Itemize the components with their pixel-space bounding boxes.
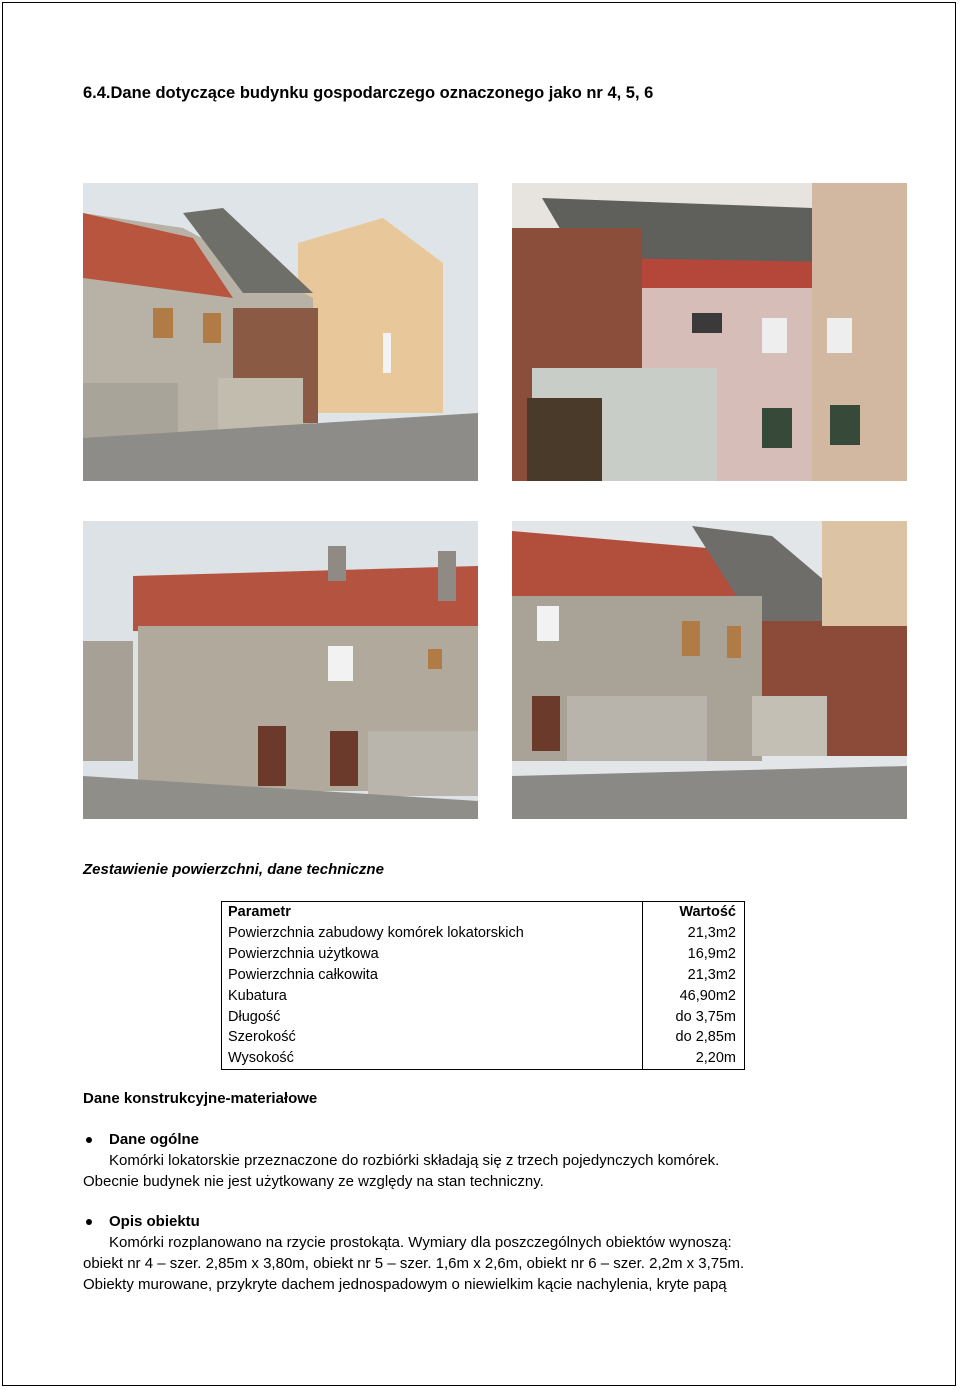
general-section bbox=[83, 1129, 719, 1192]
general-line: Obecnie budynek nie jest użytkowany ze względy na stan techniczny. bbox=[83, 1173, 544, 1190]
header-value: Wartość bbox=[642, 902, 744, 923]
photo-building-2 bbox=[512, 183, 907, 481]
param-name: Szerokość bbox=[228, 1029, 296, 1046]
section-heading-technical: Zestawienie powierzchni, dane techniczne bbox=[83, 861, 384, 878]
param-name: Wysokość bbox=[228, 1050, 294, 1067]
param-name: Powierzchnia zabudowy komórek lokatorskich bbox=[228, 924, 524, 941]
table-row bbox=[222, 1048, 745, 1069]
general-bullet bbox=[83, 1129, 719, 1150]
construction-heading: Dane konstrukcyjne-materiałowe bbox=[83, 1090, 318, 1107]
object-line: Obiekty murowane, przykryte dachem jednospadowym o niewielkim kącie nachylenia, kryte papą bbox=[83, 1276, 727, 1293]
param-name: Kubatura bbox=[228, 987, 287, 1004]
param-name: Powierzchnia całkowita bbox=[228, 966, 378, 983]
param-value: 21,3m2 bbox=[642, 965, 744, 986]
object-line: Komórki rozplanowano na rzycie prostokąta. Wymiary dla poszczególnych obiektów wynoszą: bbox=[109, 1234, 732, 1251]
photo-building-1 bbox=[83, 183, 478, 481]
table-row bbox=[222, 965, 745, 986]
table-row bbox=[222, 1007, 745, 1028]
header-parameter: Parametr bbox=[228, 904, 291, 920]
page-title: 6.4.Dane dotyczące budynku gospodarczego oznaczonego jako nr 4, 5, 6 bbox=[83, 84, 654, 102]
object-bullet bbox=[83, 1211, 744, 1232]
param-value: 46,90m2 bbox=[642, 986, 744, 1007]
object-line: obiekt nr 4 – szer. 2,85m x 3,80m, obiekt nr 5 – szer. 1,6m x 2,6m, obiekt nr 6 – szer. 2,2m x 3,75m. bbox=[83, 1255, 745, 1272]
general-label: Dane ogólne bbox=[109, 1131, 200, 1148]
bullet-icon bbox=[86, 1219, 92, 1225]
object-label: Opis obiektu bbox=[109, 1213, 200, 1230]
table-header-row bbox=[222, 902, 745, 923]
param-name: Długość bbox=[228, 1008, 281, 1025]
table-row bbox=[222, 1027, 745, 1048]
param-value: 2,20m bbox=[642, 1048, 744, 1069]
param-name: Powierzchnia użytkowa bbox=[228, 945, 379, 962]
param-value: do 2,85m bbox=[642, 1027, 744, 1048]
photo-building-3 bbox=[83, 521, 478, 819]
object-section bbox=[83, 1211, 744, 1295]
param-value: 21,3m2 bbox=[642, 923, 744, 944]
parameters-table bbox=[221, 901, 745, 1070]
photo-building-4 bbox=[512, 521, 907, 819]
table-row bbox=[222, 923, 745, 944]
param-value: do 3,75m bbox=[642, 1007, 744, 1028]
table-row bbox=[222, 944, 745, 965]
param-value: 16,9m2 bbox=[642, 944, 744, 965]
table-row bbox=[222, 986, 745, 1007]
general-line: Komórki lokatorskie przeznaczone do rozbiórki składają się z trzech pojedynczych komórek. bbox=[109, 1152, 720, 1169]
bullet-icon bbox=[86, 1137, 92, 1143]
